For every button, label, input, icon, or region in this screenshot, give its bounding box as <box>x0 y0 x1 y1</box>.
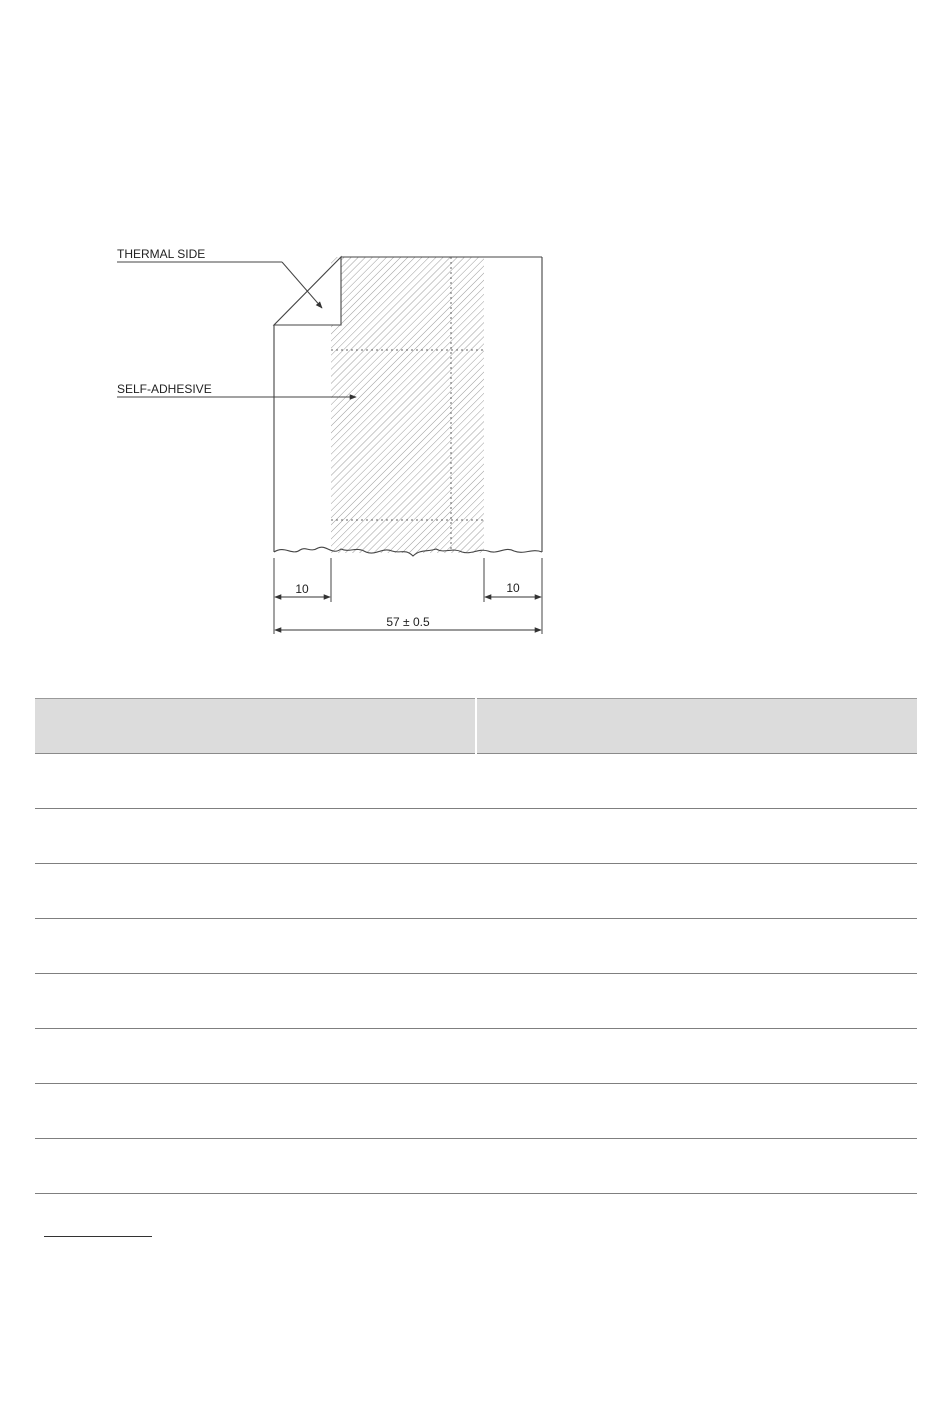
total-width-dimension: 57 ± 0.5 <box>386 615 430 629</box>
table-cell <box>35 1139 476 1194</box>
table-cell <box>35 974 476 1029</box>
table-row <box>35 1029 917 1084</box>
spec-table <box>35 698 917 1194</box>
table-cell <box>476 809 917 864</box>
table-cell <box>35 919 476 974</box>
table-cell <box>35 1084 476 1139</box>
table-row <box>35 1084 917 1139</box>
table-header-row <box>35 699 917 754</box>
paper-roll-diagram <box>0 0 950 660</box>
self-adhesive-area <box>331 257 484 553</box>
table-cell <box>476 919 917 974</box>
table-header-cell <box>476 699 917 754</box>
table-cell <box>476 1084 917 1139</box>
table-cell <box>35 864 476 919</box>
table-row <box>35 809 917 864</box>
table-cell <box>35 809 476 864</box>
table-header-cell <box>35 699 476 754</box>
left-margin-dimension: 10 <box>295 582 309 596</box>
table-row <box>35 974 917 1029</box>
thermal-side-leader <box>117 262 322 308</box>
table-cell <box>35 1029 476 1084</box>
table-cell <box>476 974 917 1029</box>
table-cell <box>476 754 917 809</box>
table-row <box>35 919 917 974</box>
self-adhesive-label: SELF-ADHESIVE <box>117 382 212 396</box>
right-margin-dimension: 10 <box>506 581 520 595</box>
table-row <box>35 754 917 809</box>
footnote-divider <box>44 1236 152 1237</box>
table-cell <box>476 1029 917 1084</box>
table-row <box>35 1139 917 1194</box>
table-cell <box>476 1139 917 1194</box>
thermal-side-label: THERMAL SIDE <box>117 247 206 261</box>
table-cell <box>35 754 476 809</box>
table-row <box>35 864 917 919</box>
table-cell <box>476 864 917 919</box>
